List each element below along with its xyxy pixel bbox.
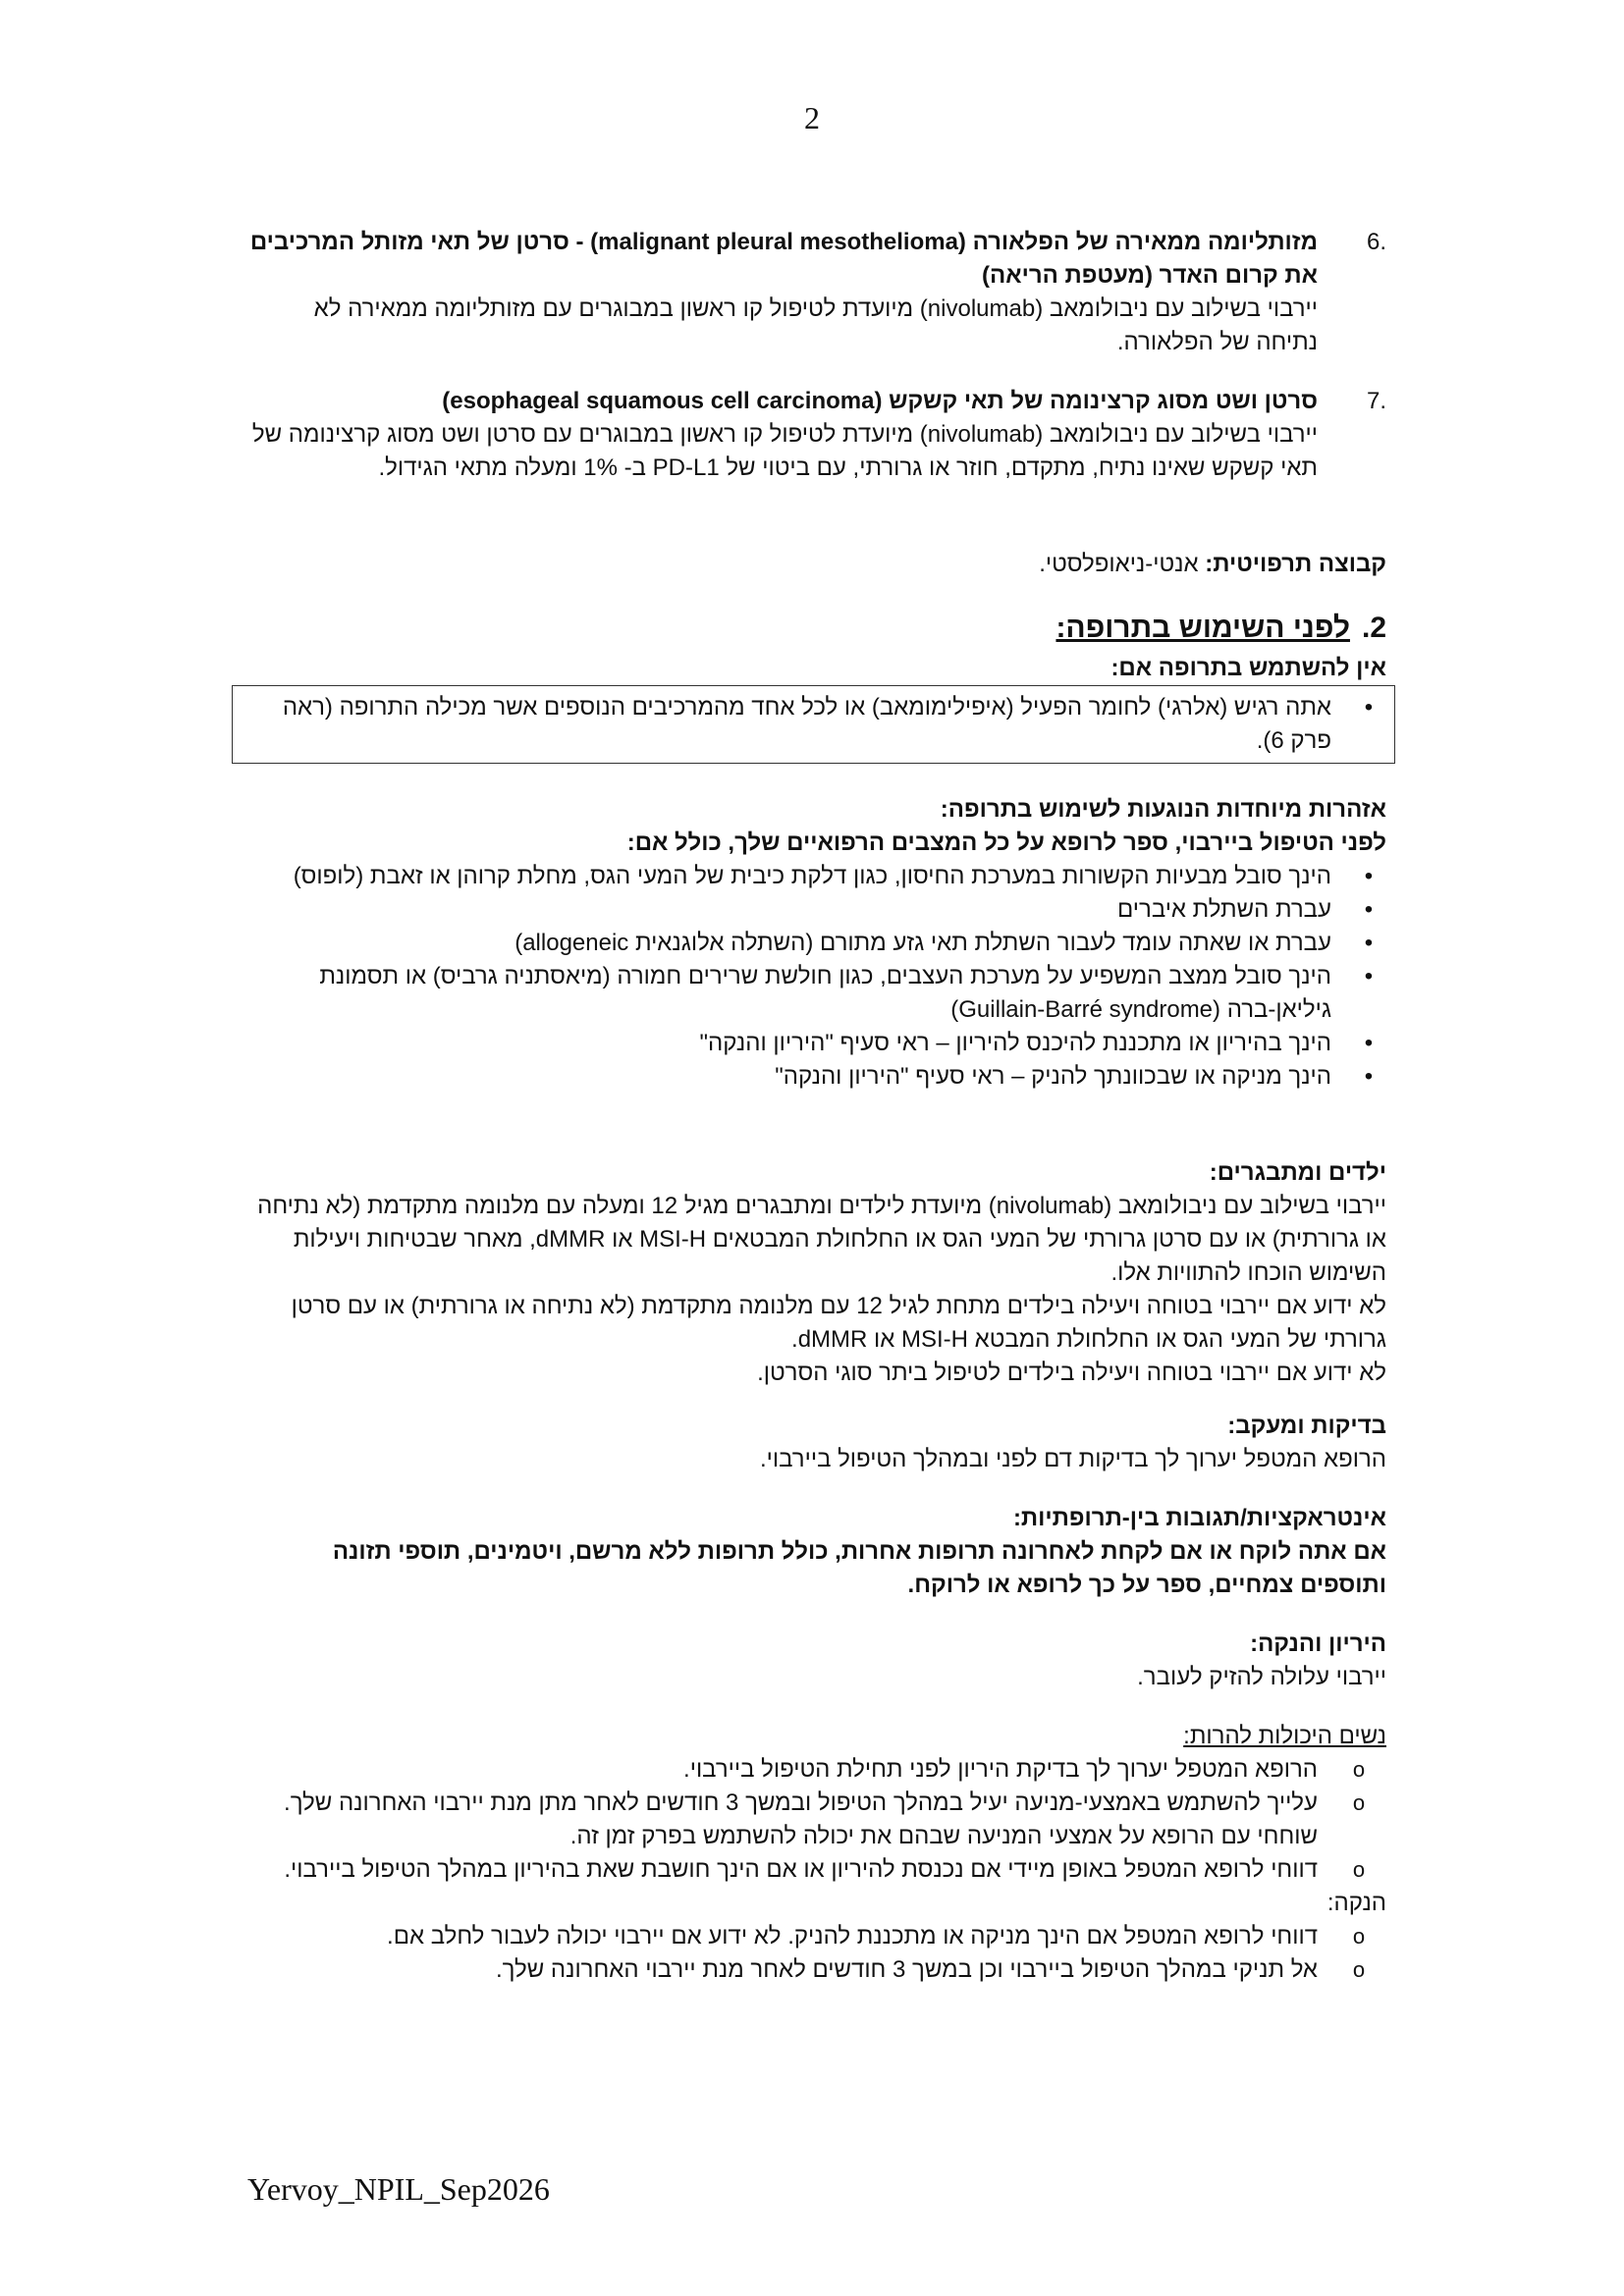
circle-bullet-icon: o — [1352, 1757, 1366, 1782]
children-text: לא ידוע אם יירבוי בטוחה ויעילה בילדים לטיפול ביתר סוגי הסרטן. — [757, 1360, 1386, 1386]
list-item: • הינך סובל ממצב המשפיע על מערכת העצבים, כגון חולשת שרירים חמורה (מיאסתניה גרביס) או תסמונת גיליאן-ברה (Guillain-Barré syndrome) — [247, 960, 1386, 1027]
children-text: יירבוי בשילוב עם ניבולומאב (nivolumab) מיועדת לילדים ומתבגרים מגיל 12 ומעלה עם מלנומה מתקדמת (לא נתיחה או גרורתית) או עם סרטן גרורתי של המעי הגס או החלחולת המבטאים MSI-H או dMMR, מאחר שבטיחות ויעילות השימוש הוכחו להתוויות אלו. — [257, 1193, 1386, 1286]
therapeutic-group-value: אנטי-ניאופלסטי. — [1039, 551, 1206, 577]
indication-item-6 — [247, 226, 1386, 359]
fertile-women-section — [247, 1720, 1386, 1987]
do-not-use-heading: אין להשתמש בתרופה אם: — [1110, 655, 1386, 681]
list-item: • אתה רגיש (אלרגי) לחומר הפעיל (איפילימומאב) או לכל אחד מהמרכיבים הנוספים אשר מכילה התרופה (ראה פרק 6). — [247, 691, 1386, 758]
pregnancy-text: יירבוי עלולה להזיק לעובר. — [1137, 1664, 1386, 1690]
item-number: 6. — [1366, 229, 1386, 255]
list-item: o אל תניקי במהלך הטיפול ביירבוי וכן במשך 3 חודשים לאחר מנת יירבוי האחרונה שלך. — [247, 1953, 1386, 1987]
pregnancy-section — [247, 1628, 1386, 1694]
warnings-section — [247, 793, 1386, 1094]
list-item: • הינך בהיריון או מתכננת להיכנס להיריון – ראי סעיף "היריון והנקה" — [247, 1027, 1386, 1060]
section-2-heading — [994, 609, 1386, 648]
item-text: יירבוי בשילוב עם ניבולומאב (nivolumab) מיועדת לטיפול קו ראשון במבוגרים עם מזותליומה ממאירה לא נתיחה של הפלאורה. — [313, 295, 1318, 355]
bullet-icon: • — [1364, 896, 1374, 923]
list-item: • עברת או שאתה עומד לעבור השתלת תאי גזע מתורם (השתלה אלוגנאית allogeneic) — [247, 927, 1386, 960]
item-title: סרטן ושט מסוג קרצינומה של תאי קשקש (esophageal squamous cell carcinoma) — [442, 388, 1318, 414]
bullet-icon: • — [1364, 694, 1374, 721]
bullet-icon: • — [1364, 963, 1374, 989]
list-item: • עברת השתלת איברים — [247, 893, 1386, 927]
section-title: לפני השימוש בתרופה: — [1056, 612, 1350, 644]
list-item: o הרופא המטפל יערוך לך בדיקת היריון לפני תחילת הטיפול ביירבוי. — [247, 1753, 1386, 1787]
indication-item-7 — [247, 385, 1386, 485]
interactions-heading: אינטראקציות/תגובות בין-תרופתיות: — [1012, 1505, 1386, 1531]
interactions-text: אם אתה לוקח או אם לקחת לאחרונה תרופות אחרות, כולל תרופות ללא מרשם, ויטמינים, תוספי תזונה ותוספים צמחיים, ספר על כך לרופא או לרוקח. — [332, 1538, 1386, 1598]
section-number: 2. — [1361, 612, 1386, 644]
tests-section — [247, 1410, 1386, 1476]
warnings-subheading: לפני הטיפול ביירבוי, ספר לרופא על כל המצבים הרפואיים שלך, כולל אם: — [626, 829, 1386, 856]
item-number: 7. — [1366, 388, 1386, 414]
bullet-icon: • — [1364, 1030, 1374, 1056]
item-text: יירבוי בשילוב עם ניבולומאב (nivolumab) מיועדת לטיפול קו ראשון במבוגרים עם סרטן ושט מסוג קרצינומה של תאי קשקש שאינו נתיח, מתקדם, חוזר או גרורתי, עם ביטוי של PD-L1 ב- 1% ומעלה מתאי הגידול. — [251, 421, 1318, 481]
therapeutic-group-label: קבוצה תרפויטית: — [1205, 551, 1386, 577]
warnings-heading: אזהרות מיוחדות הנוגעות לשימוש בתרופה: — [940, 796, 1386, 823]
tests-text: הרופא המטפל יערוך לך בדיקות דם לפני ובמהלך הטיפול ביירבוי. — [760, 1446, 1386, 1472]
circle-bullet-icon: o — [1352, 1790, 1366, 1815]
nursing-heading: הנקה: — [1326, 1890, 1386, 1916]
item-title: מזותליומה ממאירה של הפלאורה (malignant pleural mesothelioma) - סרטן של תאי מזותל המרכיבים את קרום האדר (מעטפת הריאה) — [249, 229, 1318, 289]
list-item: o עלייך להשתמש באמצעי-מניעה יעיל במהלך הטיפול ובמשך 3 חודשים לאחר מתן מנת יירבוי האחרונה שלך. שוחחי עם הרופא על אמצעי המניעה שבהם את יכולה להשתמש בפרק זמן זה. — [247, 1787, 1386, 1853]
page-number: 2 — [804, 100, 820, 135]
pregnancy-heading: היריון והנקה: — [1250, 1630, 1386, 1657]
list-item: • הינך סובל מבעיות הקשורות במערכת החיסון, כגון דלקת כיבית של המעי הגס, מחלת קרוהן או זאבת (לופוס) — [247, 860, 1386, 893]
list-item: • הינך מניקה או שבכוונתך להניק – ראי סעיף "היריון והנקה" — [247, 1060, 1386, 1094]
circle-bullet-icon: o — [1352, 1957, 1366, 1982]
bullet-icon: • — [1364, 1063, 1374, 1090]
fertile-heading: נשים היכולות להרות: — [1183, 1723, 1386, 1749]
document-footer: Yervoy_NPIL_Sep2026 — [247, 2171, 550, 2207]
circle-bullet-icon: o — [1352, 1857, 1366, 1882]
circle-bullet-icon: o — [1352, 1924, 1366, 1949]
bullet-icon: • — [1364, 863, 1374, 889]
list-item: o דווחי לרופא המטפל באופן מיידי אם נכנסת להיריון או אם הינך חושבת שאת בהיריון במהלך הטיפול ביירבוי. — [247, 1853, 1386, 1887]
bullet-icon: • — [1364, 930, 1374, 956]
children-heading: ילדים ומתבגרים: — [1209, 1159, 1386, 1186]
children-section — [233, 1156, 1386, 1390]
interactions-section — [247, 1502, 1386, 1602]
tests-heading: בדיקות ומעקב: — [1227, 1413, 1386, 1439]
therapeutic-group — [247, 548, 1386, 581]
contraindication-list — [247, 691, 1386, 758]
list-item: o דווחי לרופא המטפל אם הינך מניקה או מתכננת להניק. לא ידוע אם יירבוי יכולה לעבור לחלב אם. — [247, 1920, 1386, 1953]
children-text: לא ידוע אם יירבוי בטוחה ויעילה בילדים מתחת לגיל 12 עם מלנומה מתקדמת (לא נתיחה או גרורתית) או עם סרטן גרורתי של המעי הגס או החלחולת המבטא MSI-H או dMMR. — [291, 1293, 1386, 1353]
